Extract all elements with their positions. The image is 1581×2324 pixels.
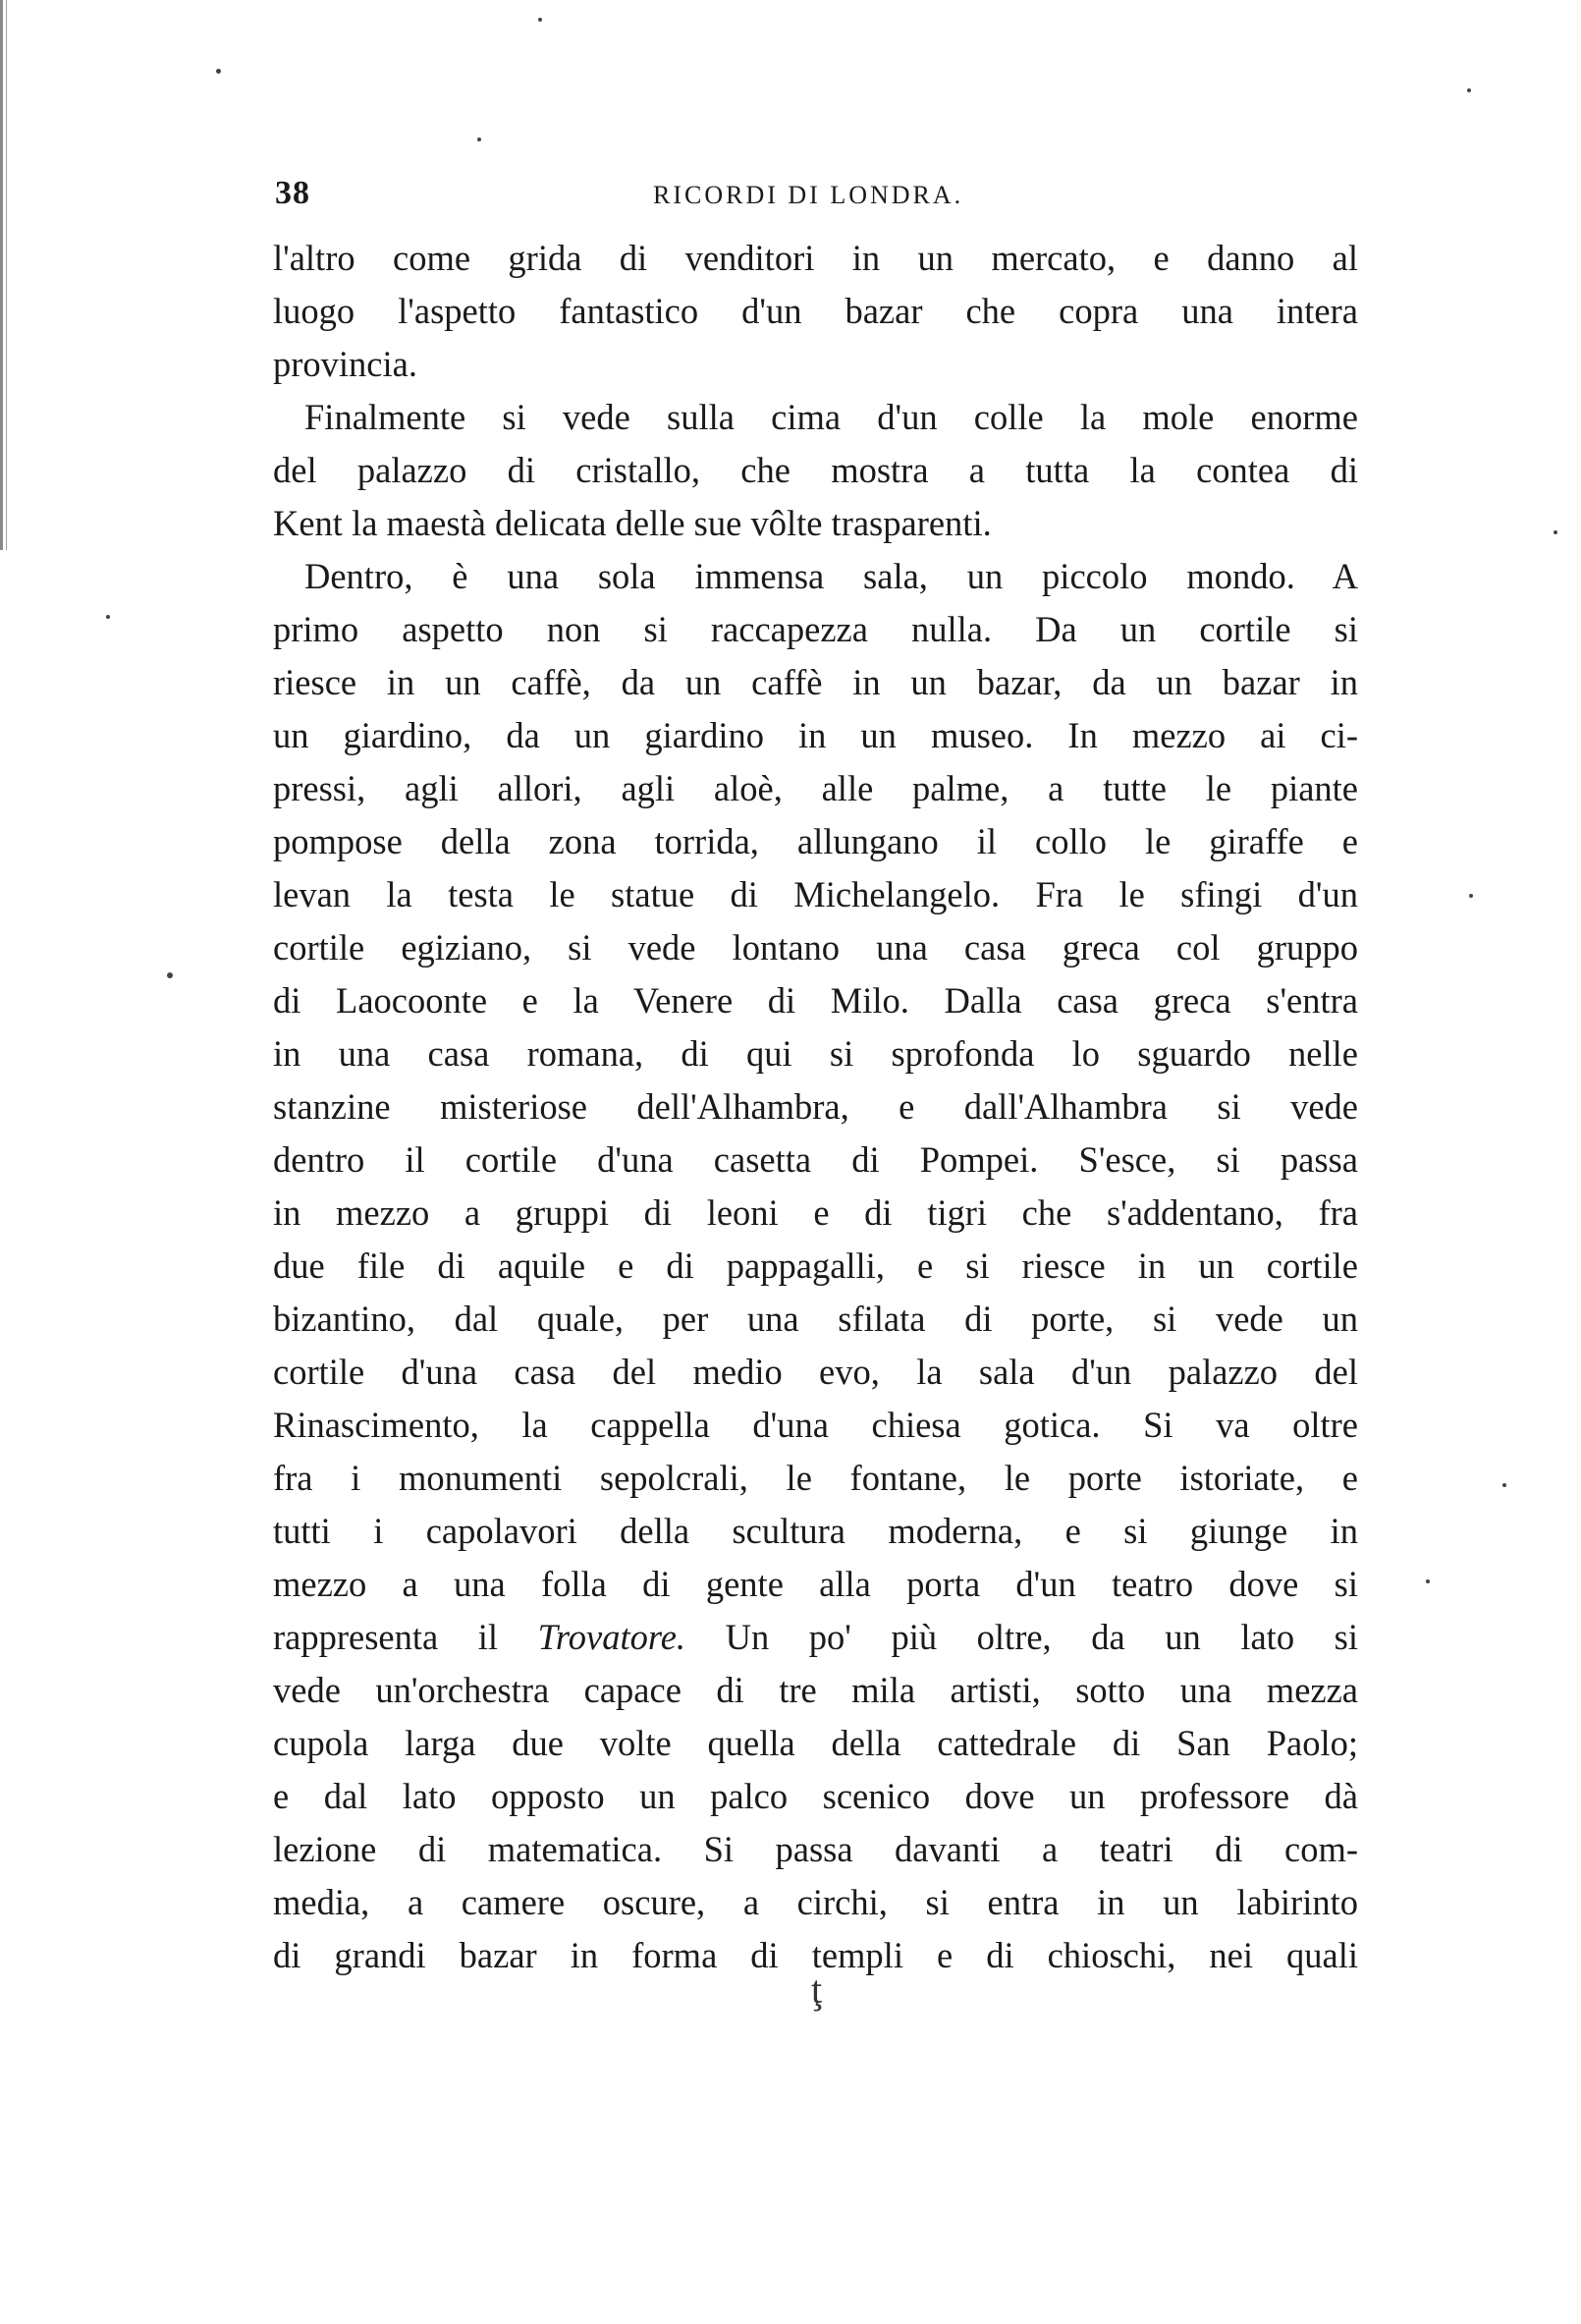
text-line: l'altro come grida di venditori in un mercato, e danno al xyxy=(273,238,1358,278)
page-header xyxy=(275,175,1355,220)
text-line: di Laocoonte e la Venere di Milo. Dalla casa greca s'entra xyxy=(273,980,1358,1021)
text-line: riesce in un caffè, da un caffè in un bazar, da un bazar in xyxy=(273,662,1358,702)
scan-speck xyxy=(1426,1579,1430,1583)
text-line: Dentro, è una sola immensa sala, un piccolo mondo. A xyxy=(304,556,1358,596)
text-line: in mezzo a gruppi di leoni e di tigri che s'addentano, fra xyxy=(273,1192,1358,1233)
scan-speck xyxy=(538,18,542,22)
text-line: cortile d'una casa del medio evo, la sala d'un palazzo del xyxy=(273,1352,1358,1392)
text-line: provincia. xyxy=(273,344,417,384)
text-line: due file di aquile e di pappagalli, e si riesce in un cortile xyxy=(273,1245,1358,1286)
scan-mark: ţ xyxy=(811,1967,823,2012)
text-line: lezione di matematica. Si passa davanti a teatri di com- xyxy=(273,1829,1358,1869)
text-line: bizantino, dal quale, per una sfilata di porte, si vede un xyxy=(273,1299,1358,1339)
text-line: Kent la maestà delicata delle sue vôlte trasparenti. xyxy=(273,503,992,543)
body-text xyxy=(273,232,1358,1982)
text-line: luogo l'aspetto fantastico d'un bazar che copra una intera xyxy=(273,291,1358,331)
opera-title: Trovatore. xyxy=(537,1617,686,1657)
text-fragment: Un po' più oltre, da un lato si xyxy=(685,1617,1358,1657)
scan-speck xyxy=(167,972,173,978)
scan-speck xyxy=(106,615,110,619)
text-line: pompose della zona torrida, allungano il collo le giraffe e xyxy=(273,821,1358,861)
text-line: fra i monumenti sepolcrali, le fontane, le porte istoriate, e xyxy=(273,1458,1358,1498)
text-line: del palazzo di cristallo, che mostra a tutta la contea di xyxy=(273,450,1358,490)
text-line: e dal lato opposto un palco scenico dove un professore dà xyxy=(273,1776,1358,1816)
text-line: vede un'orchestra capace di tre mila artisti, sotto una mezza xyxy=(273,1670,1358,1710)
text-line: dentro il cortile d'una casetta di Pompei. S'esce, si passa xyxy=(273,1139,1358,1180)
text-line: mezzo a una folla di gente alla porta d'un teatro dove si xyxy=(273,1564,1358,1604)
text-line: un giardino, da un giardino in un museo. In mezzo ai ci- xyxy=(273,715,1358,755)
text-line: di grandi bazar in forma di templi e di chioschi, nei quali xyxy=(273,1935,1358,1975)
text-line: Finalmente si vede sulla cima d'un colle la mole enorme xyxy=(304,397,1358,437)
page-number: 38 xyxy=(275,175,310,211)
text-fragment: rappresenta il xyxy=(273,1617,538,1657)
text-line: levan la testa le statue di Michelangelo. Fra le sfingi d'un xyxy=(273,874,1358,914)
text-line: stanzine misteriose dell'Alhambra, e dall'Alhambra si vede xyxy=(273,1086,1358,1127)
text-line: cortile egiziano, si vede lontano una casa greca col gruppo xyxy=(273,927,1358,968)
scan-speck xyxy=(1469,894,1473,898)
binding-edge xyxy=(0,0,16,550)
scan-speck xyxy=(216,69,221,74)
text-line: Rinascimento, la cappella d'una chiesa gotica. Si va oltre xyxy=(273,1405,1358,1445)
running-title: RICORDI DI LONDRA. xyxy=(653,181,964,209)
text-line: primo aspetto non si raccapezza nulla. Da un cortile si xyxy=(273,609,1358,649)
scan-speck xyxy=(477,138,481,141)
text-line: media, a camere oscure, a circhi, si entra in un labirinto xyxy=(273,1882,1358,1922)
scan-speck xyxy=(1554,530,1557,534)
text-line: in una casa romana, di qui si sprofonda lo sguardo nelle xyxy=(273,1033,1358,1074)
scan-speck xyxy=(1502,1483,1506,1487)
text-line: pressi, agli allori, agli aloè, alle palme, a tutte le piante xyxy=(273,768,1358,808)
text-line-with-title xyxy=(273,1611,1358,1664)
scan-speck xyxy=(1467,88,1471,92)
text-line: cupola larga due volte quella della cattedrale di San Paolo; xyxy=(273,1723,1358,1763)
text-line: tutti i capolavori della scultura moderna, e si giunge in xyxy=(273,1511,1358,1551)
